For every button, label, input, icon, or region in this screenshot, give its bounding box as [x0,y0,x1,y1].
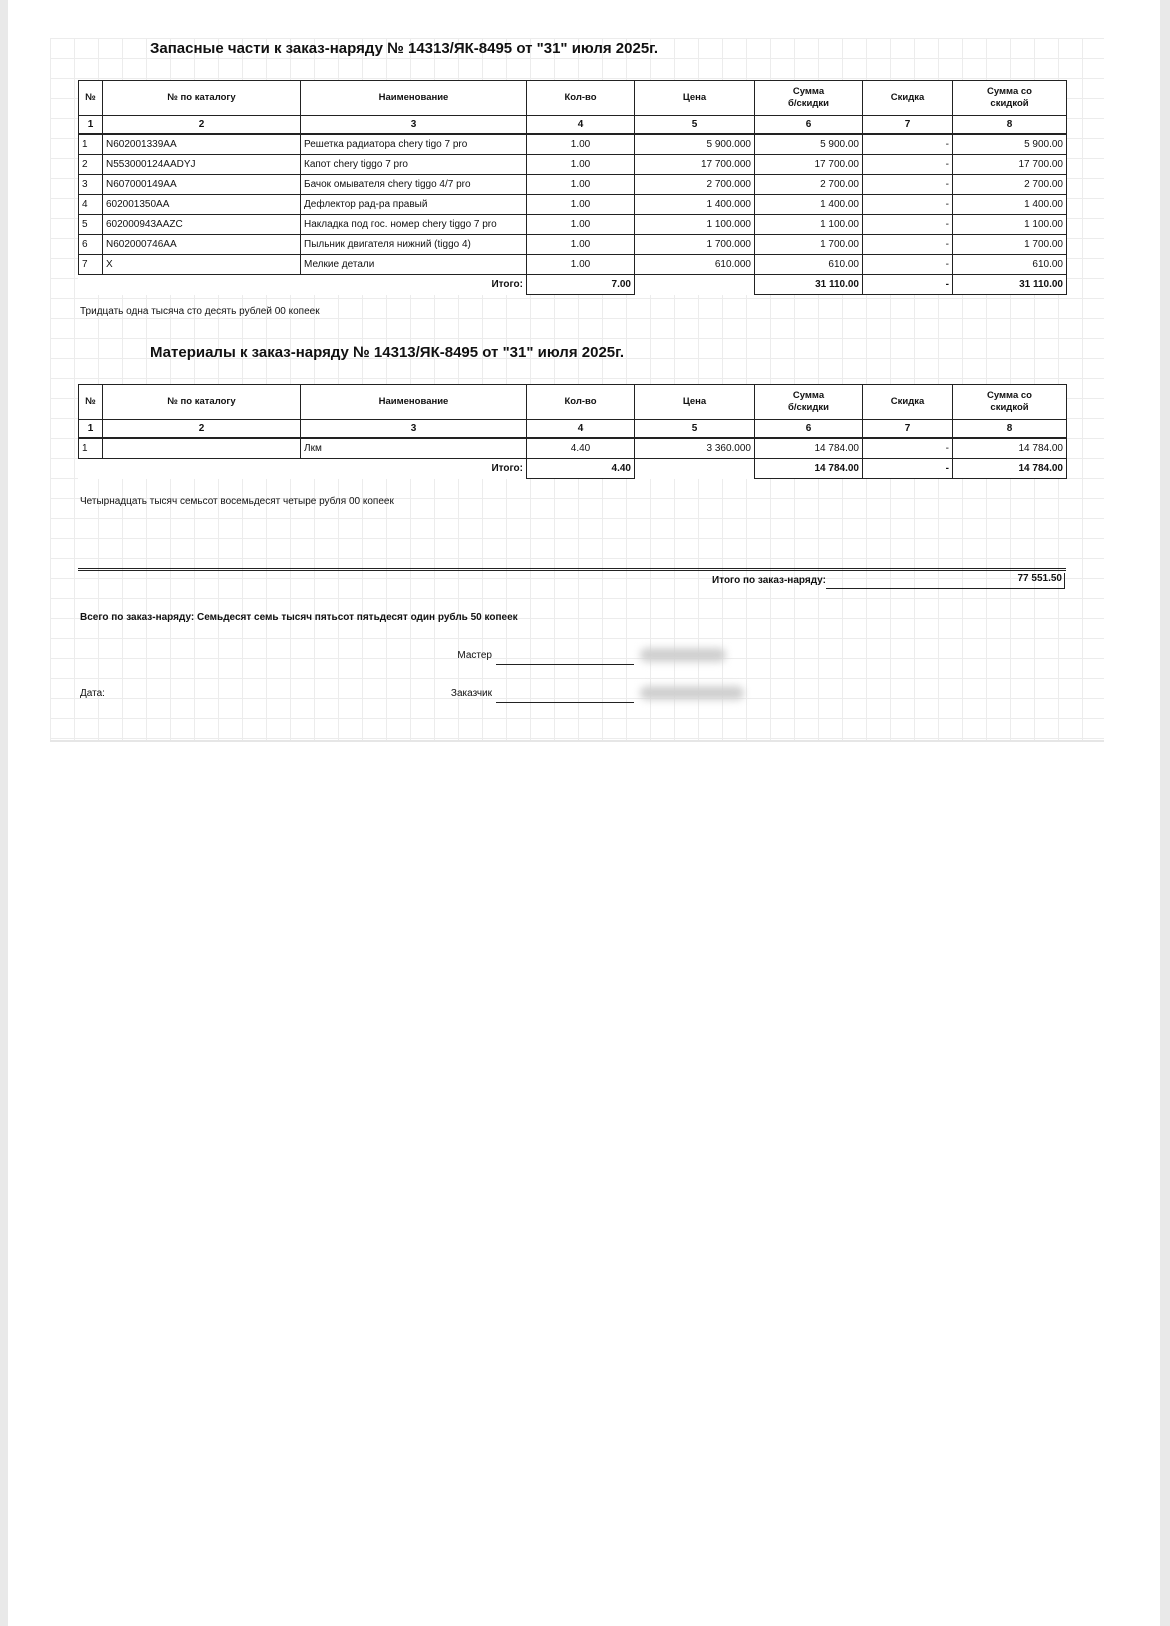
parts-table [78,80,1067,295]
cell-discount: - [863,134,953,155]
materials-total-qty: 4.40 [527,459,635,479]
cell-discount: - [863,155,953,175]
col-number: 7 [863,420,953,439]
header-price: Цена [635,385,755,420]
header-sum-line2: б/скидки [787,402,829,413]
cell-price: 1 400.000 [635,195,755,215]
cell-qty: 1.00 [527,255,635,275]
parts-total-sum: 31 110.00 [755,275,863,295]
cell-sum: 1 700.00 [755,235,863,255]
col-number: 3 [301,420,527,439]
cell-catalog: N602001339AA [103,134,301,155]
col-number: 6 [755,116,863,135]
col-number: 8 [953,420,1067,439]
header-qty: Кол-во [527,385,635,420]
header-sum-line1: Сумма [792,86,825,97]
cell-price: 1 100.000 [635,215,755,235]
cell-n: 5 [79,215,103,235]
grand-total-in-words: Всего по заказ-наряду: Семьдесят семь тысяч пятьсот пятьдесят один рубль 50 копеек [80,612,518,623]
order-total-label: Итого по заказ-наряду: [712,575,826,586]
cell-total: 1 700.00 [953,235,1067,255]
header-sum-with-discount [953,385,1067,420]
materials-table [78,384,1067,479]
materials-total-final: 14 784.00 [953,459,1067,479]
date-label: Дата: [80,688,105,699]
cell-catalog: N607000149AA [103,175,301,195]
cell-n: 7 [79,255,103,275]
header-number: № [79,81,103,116]
header-catalog: № по каталогу [103,81,301,116]
cell-sum: 17 700.00 [755,155,863,175]
col-number: 3 [301,116,527,135]
cell-name: Лкм [301,438,527,459]
materials-title: Материалы к заказ-наряду № 14313/ЯК-8495 от "31" июля 2025г. [150,344,625,361]
header-sum-with-discount [953,81,1067,116]
col-number: 1 [79,420,103,439]
cell-qty: 1.00 [527,195,635,215]
col-number: 5 [635,420,755,439]
cell-price: 610.000 [635,255,755,275]
cell-discount: - [863,438,953,459]
cell-catalog [103,438,301,459]
header-disc-line1: Сумма со [987,86,1032,97]
cell-catalog: 602001350AA [103,195,301,215]
cell-total: 14 784.00 [953,438,1067,459]
cell-name: Мелкие детали [301,255,527,275]
header-sum-line1: Сумма [792,390,825,401]
parts-total-final: 31 110.00 [953,275,1067,295]
cell-price: 17 700.000 [635,155,755,175]
customer-name-redacted [640,686,744,700]
order-total-divider [78,568,1066,571]
cell-n: 4 [79,195,103,215]
cell-qty: 1.00 [527,155,635,175]
cell-name: Пыльник двигателя нижний (tiggo 4) [301,235,527,255]
materials-total-discount: - [863,459,953,479]
cell-qty: 1.00 [527,134,635,155]
cell-name: Накладка под гос. номер chery tiggo 7 pro [301,215,527,235]
header-disc-line2: скидкой [990,402,1029,413]
table-row [79,235,1067,255]
parts-title: Запасные части к заказ-наряду № 14313/ЯК-8495 от "31" июля 2025г. [150,40,659,57]
col-number: 6 [755,420,863,439]
cell-qty: 1.00 [527,235,635,255]
materials-totals-row [79,459,1067,479]
col-number: 2 [103,420,301,439]
cell-total: 17 700.00 [953,155,1067,175]
cell-n: 1 [79,438,103,459]
order-total-value: 77 551.50 [826,573,1065,589]
parts-totals-row [79,275,1067,295]
column-number-row [79,420,1067,439]
header-qty: Кол-во [527,81,635,116]
col-number: 4 [527,116,635,135]
cell-name: Капот chery tiggo 7 pro [301,155,527,175]
customer-signature-line [496,702,634,703]
cell-total: 1 100.00 [953,215,1067,235]
header-sum-no-discount [755,385,863,420]
materials-total-sum: 14 784.00 [755,459,863,479]
cell-qty: 1.00 [527,215,635,235]
cell-total: 2 700.00 [953,175,1067,195]
header-sum-line2: б/скидки [787,98,829,109]
cell-price: 1 700.000 [635,235,755,255]
cell-total: 5 900.00 [953,134,1067,155]
cell-price: 2 700.000 [635,175,755,195]
cell-price: 3 360.000 [635,438,755,459]
customer-label: Заказчик [450,688,492,699]
parts-total-label: Итого: [491,278,523,290]
cell-qty: 1.00 [527,175,635,195]
materials-amount-in-words: Четырнадцать тысяч семьсот восемьдесят четыре рубля 00 копеек [80,496,394,507]
cell-sum: 1 400.00 [755,195,863,215]
col-number: 8 [953,116,1067,135]
cell-sum: 610.00 [755,255,863,275]
col-number: 4 [527,420,635,439]
cell-n: 2 [79,155,103,175]
cell-sum: 5 900.00 [755,134,863,155]
col-number: 5 [635,116,755,135]
cell-discount: - [863,235,953,255]
cell-sum: 1 100.00 [755,215,863,235]
col-number: 2 [103,116,301,135]
cell-discount: - [863,195,953,215]
cell-name: Дефлектор рад-ра правый [301,195,527,215]
cell-total: 1 400.00 [953,195,1067,215]
header-catalog: № по каталогу [103,385,301,420]
col-number: 7 [863,116,953,135]
header-discount: Скидка [863,385,953,420]
header-discount: Скидка [863,81,953,116]
cell-catalog: X [103,255,301,275]
header-price: Цена [635,81,755,116]
header-name: Наименование [301,81,527,116]
parts-amount-in-words: Тридцать одна тысяча сто десять рублей 00 копеек [80,306,320,317]
page [8,0,1160,1626]
cell-n: 1 [79,134,103,155]
table-row [79,195,1067,215]
cell-qty: 4.40 [527,438,635,459]
cell-n: 3 [79,175,103,195]
cell-sum: 14 784.00 [755,438,863,459]
table-row [79,215,1067,235]
header-sum-no-discount [755,81,863,116]
cell-total: 610.00 [953,255,1067,275]
cell-catalog: N602000746AA [103,235,301,255]
header-disc-line1: Сумма со [987,390,1032,401]
cell-discount: - [863,215,953,235]
table-row [79,438,1067,459]
master-label: Мастер [457,650,492,661]
parts-total-discount: - [863,275,953,295]
document-sheet [50,38,1104,742]
header-name: Наименование [301,385,527,420]
cell-catalog: 602000943AAZC [103,215,301,235]
cell-name: Решетка радиатора chery tigo 7 pro [301,134,527,155]
cell-n: 6 [79,235,103,255]
column-number-row [79,116,1067,135]
table-row [79,175,1067,195]
parts-total-qty: 7.00 [527,275,635,295]
cell-sum: 2 700.00 [755,175,863,195]
table-row [79,155,1067,175]
header-disc-line2: скидкой [990,98,1029,109]
master-signature-line [496,664,634,665]
cell-catalog: N553000124AADYJ [103,155,301,175]
master-name-redacted [640,648,726,662]
cell-discount: - [863,255,953,275]
cell-price: 5 900.000 [635,134,755,155]
table-row [79,255,1067,275]
header-number: № [79,385,103,420]
materials-total-label: Итого: [491,462,523,474]
cell-name: Бачок омывателя chery tiggo 4/7 pro [301,175,527,195]
col-number: 1 [79,116,103,135]
table-row [79,134,1067,155]
cell-discount: - [863,175,953,195]
